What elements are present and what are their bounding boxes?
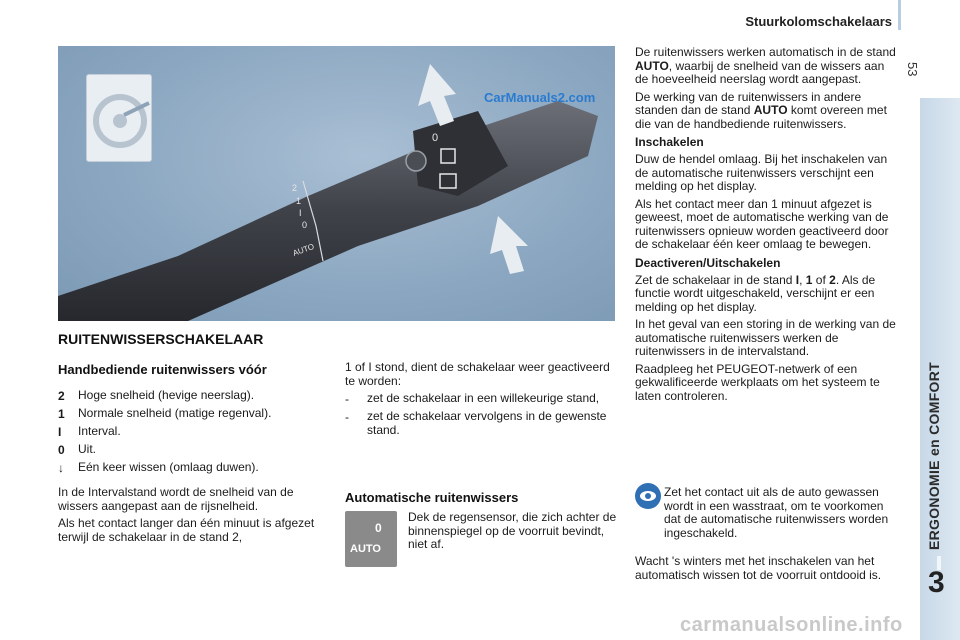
deactivate-paragraph: Zet de schakelaar in de stand I, 1 of 2. Als de functie wordt uitgeschakeld, verschijnt er een melding op het display. [635,272,876,314]
stalk-label-auto: AUTO [291,241,316,258]
arrow-down-icon [490,216,528,274]
legend-text: Uit. [78,442,96,456]
legend-row [58,443,328,457]
wiper-stalk-photo [58,46,615,321]
activate-paragraph: Duw de hendel omlaag. Bij het inschakelen van de automatische ruitenwissers verschijnt een melding op het display. [635,152,888,193]
legend-key: 0 [58,443,65,457]
auto-icon-zero: 0 [375,521,382,535]
legend-text: Hoge snelheid (hevige neerslag). [78,388,255,402]
stalk-label-interval: I [299,208,302,218]
auto-mode-icon [345,511,397,567]
page-number: 53 [905,62,920,77]
watermark-bottom: carmanualsonline.info [680,614,903,636]
list-item: - zet de schakelaar in een willekeurige stand, [345,391,600,406]
auto-intro-paragraph: De ruitenwissers werken automatisch in de stand AUTO, waarbij de snelheid van de wissers aan de hoeveelheid neerslag wordt aangepast. [635,45,896,86]
other-positions-paragraph: De werking van de ruitenwissers in andere standen dan de stand AUTO komt overeen met die van de handbediende ruitenwissers. [635,89,887,131]
down-arrow-icon: ↓ [58,461,64,475]
legend-row [58,425,328,439]
rain-sensor-note: Dek de regensensor, die zich achter de binnenspiegel op de voorruit bevindt, niet af. [408,510,617,551]
list-item: - zet de schakelaar vervolgens in de gewenste stand. [345,410,615,437]
list-item-text: zet de schakelaar vervolgens in de gewenste stand. [367,409,607,437]
page-header-title: Stuurkolomschakelaars [745,14,892,29]
legend-text: Interval. [78,424,121,438]
wiper-position-legend [58,389,328,479]
deactivate-heading: Deactiveren/Uitschakelen [635,255,781,270]
legend-key: 2 [58,389,65,403]
header-rule [898,0,901,30]
legend-row [58,389,328,403]
auto-icon-label: AUTO [350,543,381,555]
legend-text: Normale snelheid (matige regenval). [78,406,272,420]
activate-heading: Inschakelen [635,135,704,149]
dealer-paragraph: Raadpleeg het PEUGEOT-netwerk of een gekwalificeerde werkplaats om het systeem te laten controleren. [635,361,880,403]
manual-wipers-title: Handbediende ruitenwissers vóór [58,362,267,377]
stalk-label-1: 1 [296,196,302,206]
stalk-label-off: 0 [302,220,308,230]
fault-paragraph: In het geval van een storing in de werking van de automatische ruitenwissers werken de ruitenwissers in de intervalstand. [635,317,896,358]
chapter-label: ERGONOMIE en COMFORT [926,362,942,550]
stalk-button [406,151,426,171]
reactivation-block [345,361,615,437]
stalk-label-2: 2 [292,183,298,193]
stalk-label-top-0: 0 [432,132,439,144]
continuation-paragraph: 1 of I stond, dient de schakelaar weer geactiveerd te worden: [345,360,610,388]
legend-row [58,461,328,475]
arrow-up-icon [418,64,456,126]
legend-key: I [58,425,62,439]
steering-wheel-inset [86,74,152,162]
chapter-number: 3 [928,566,945,599]
reactivate-paragraph: Als het contact meer dan 1 minuut afgezet is geweest, moet de automatische werking van de ruitenwissers opnieuw worden geactiveerd door de schakelaar één keer omlaag te bewegen. [635,196,889,251]
winter-note: Wacht 's winters met het inschakelen van het automatisch wissen tot de voorruit ontdooid is. [635,554,882,582]
steering-wheel-icon [87,75,153,163]
car-wash-note: Zet het contact uit als de auto gewassen wordt in een wasstraat, om te voorkomen dat de automatische ruitenwissers worden ingeschakeld. [664,485,889,540]
section-title: RUITENWISSERSCHAKELAAR [58,331,264,347]
list-item-text: zet de schakelaar in een willekeurige stand, [367,391,600,405]
ignition-paragraph: Als het contact langer dan één minuut is afgezet terwijl de schakelaar in de stand 2, [58,516,315,544]
automatic-wipers-details [635,46,897,407]
interval-paragraph: In de Intervalstand wordt de snelheid van de wissers aangepast aan de rijsnelheid. [58,485,294,513]
automatic-wipers-title: Automatische ruitenwissers [345,490,519,505]
legend-text: Eén keer wissen (omlaag duwen). [78,460,259,474]
eye-info-icon [635,483,661,509]
legend-row [58,407,328,421]
manual-wipers-body [58,486,328,548]
legend-key: 1 [58,407,65,421]
watermark-top: CarManuals2.com [484,90,596,105]
